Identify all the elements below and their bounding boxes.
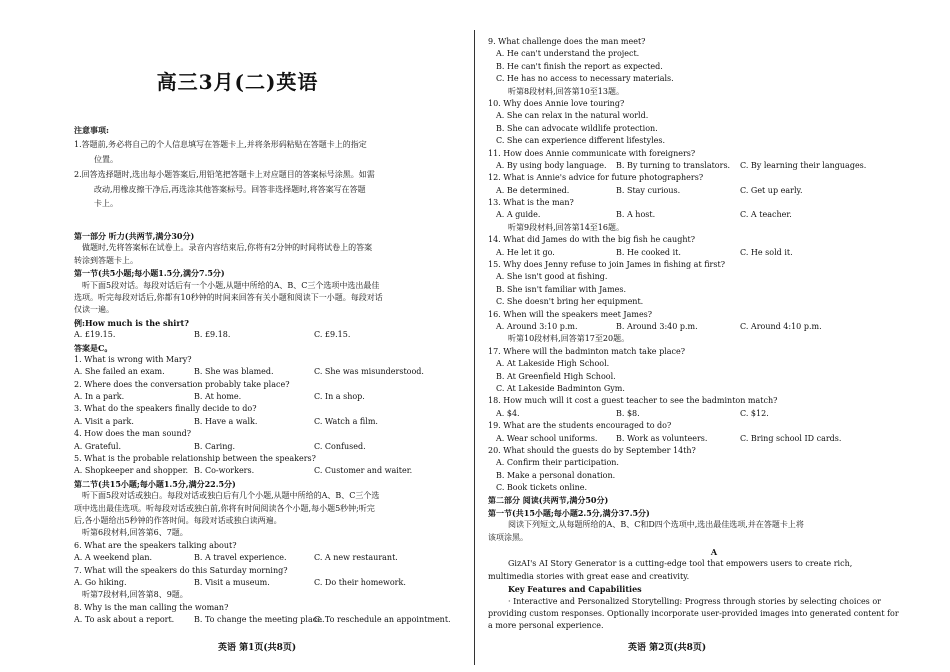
option-a: A. He can't understand the project. <box>496 49 640 59</box>
option-a: A. Confirm their participation. <box>496 458 619 468</box>
section1-directions-3: 仅读一遍。 <box>74 305 114 315</box>
question-19: 19. What are the students encouraged to do? <box>488 421 672 431</box>
material-7-instruction: 听第7段材料,回答第8、9题。 <box>82 590 188 600</box>
question-1-options <box>74 366 464 378</box>
part2-directions-1: 阅读下列短文,从每题所给的A、B、C和D四个选项中,选出最佳选项,并在答题卡上将 <box>508 520 804 530</box>
section1-heading: 第一节(共5小题;每小题1.5分,满分7.5分) <box>74 268 225 279</box>
option-b: B. Work as volunteers. <box>616 433 708 443</box>
question-8: 8. Why is the man calling the woman? <box>74 602 229 612</box>
option-a: A. She isn't good at fishing. <box>496 272 608 282</box>
option-c: C. He has no access to necessary materials. <box>496 74 674 84</box>
column-divider <box>474 30 475 665</box>
question-4-options <box>74 441 464 453</box>
option-b: B. Stay curious. <box>616 185 681 195</box>
question-4: 4. How does the man sound? <box>74 429 192 439</box>
notice-block <box>74 124 454 210</box>
question-14-options <box>488 247 940 259</box>
option-b: B. She isn't familiar with James. <box>496 284 627 294</box>
part2-section1-heading: 第一节(共15小题;每小题2.5分,满分37.5分) <box>488 507 650 518</box>
option-a: A. She failed an exam. <box>74 367 165 377</box>
option-c: C. She was misunderstood. <box>314 367 424 377</box>
listening-section <box>74 230 464 627</box>
question-6: 6. What are the speakers talking about? <box>74 540 237 550</box>
question-20: 20. What should the guests do by September 14th? <box>488 445 696 455</box>
option-b: B. He cooked it. <box>616 247 681 257</box>
option-a: A. To ask about a report. <box>74 615 175 625</box>
option-c: C. A teacher. <box>740 210 792 220</box>
question-18: 18. How much will it cost a guest teacher to see the badminton match? <box>488 396 778 406</box>
question-11: 11. How does Annie communicate with foreigners? <box>488 148 696 158</box>
option-b: B. A travel experience. <box>194 553 287 563</box>
option-c: C. Do their homework. <box>314 577 406 587</box>
section2-heading: 第二节(共15小题;每小题1.5分,满分22.5分) <box>74 478 236 489</box>
question-18-options <box>488 408 940 420</box>
passage-label: A <box>710 547 718 558</box>
example-answer: 答案是C。 <box>74 342 113 353</box>
option-c: C. He sold it. <box>740 247 793 257</box>
section2-directions-3: 后,各小题给出5秒钟的作答时间。每段对话或独白读两遍。 <box>74 515 282 525</box>
option-b: B. $8. <box>616 408 640 418</box>
option-b: B. By turning to translators. <box>616 160 731 170</box>
notice-1a: 1.答题前,务必将自己的个人信息填写在答题卡上,并将条形码粘贴在答题卡上的指定 <box>74 140 367 150</box>
option-b: B. He can't finish the report as expected. <box>496 61 663 71</box>
option-a: A. Shopkeeper and shopper. <box>74 466 189 476</box>
option-a: A. She can relax in the natural world. <box>496 111 649 121</box>
option-a: A. A weekend plan. <box>74 553 153 563</box>
option-a: A. He let it go. <box>496 247 555 257</box>
option-b: B. At home. <box>194 392 242 402</box>
option-c: C. To reschedule an appointment. <box>314 615 451 625</box>
question-6-options <box>74 552 464 564</box>
question-12: 12. What is Annie's advice for future photographers? <box>488 173 704 183</box>
question-2: 2. Where does the conversation probably take place? <box>74 379 290 389</box>
option-b: B. She was blamed. <box>194 367 274 377</box>
option-a: A. Wear school uniforms. <box>496 433 598 443</box>
question-3-options <box>74 416 464 428</box>
question-16: 16. When will the speakers meet James? <box>488 309 653 319</box>
question-7-options <box>74 577 464 589</box>
question-10: 10. Why does Annie love touring? <box>488 98 625 108</box>
option-b: B. Around 3:40 p.m. <box>616 321 698 331</box>
part1-directions-2: 转涂到答题卡上。 <box>74 255 138 265</box>
page-2 <box>478 0 950 672</box>
part2-directions-2: 该项涂黑。 <box>488 532 528 542</box>
option-c: C. In a shop. <box>314 392 365 402</box>
option-b: B. Visit a museum. <box>194 577 270 587</box>
option-c: C. She doesn't bring her equipment. <box>496 297 644 307</box>
question-14: 14. What did James do with the big fish he caught? <box>488 235 695 245</box>
notice-2c: 卡上。 <box>94 198 118 208</box>
section2-directions-1: 听下面5段对话或独白。每段对话或独白后有几个小题,从题中所给的A、B、C三个选 <box>82 491 380 501</box>
notice-2b: 改动,用橡皮擦干净后,再选涂其他答案标号。回答非选择题时,将答案写在答题 <box>94 184 366 194</box>
question-13: 13. What is the man? <box>488 198 574 208</box>
material-6-instruction: 听第6段材料,回答第6、7题。 <box>82 528 188 538</box>
question-2-options <box>74 391 464 403</box>
question-15: 15. Why does Jenny refuse to join James in fishing at first? <box>488 260 725 270</box>
option-a: A. By using body language. <box>496 160 607 170</box>
notice-2a: 2.回答选择题时,选出每小题答案后,用铅笔把答题卡上对应题目的答案标号涂黑。如需 <box>74 170 375 180</box>
option-b: B. At Greenfield High School. <box>496 371 616 381</box>
option-c: C. £9.15. <box>314 330 351 340</box>
option-b: B. Co-workers. <box>194 466 255 476</box>
option-b: B. £9.18. <box>194 330 231 340</box>
option-c: C. A new restaurant. <box>314 553 398 563</box>
example-question: 例:How much is the shirt? <box>74 317 189 328</box>
option-a: A. At Lakeside High School. <box>496 359 610 369</box>
page-1-footer: 英语 第1页(共8页) <box>218 643 297 653</box>
option-a: A. £19.15. <box>74 330 116 340</box>
part2-heading: 第二部分 阅读(共两节,满分50分) <box>488 495 609 506</box>
option-a: A. Around 3:10 p.m. <box>496 321 578 331</box>
question-5-options <box>74 465 464 477</box>
option-c: C. At Lakeside Badminton Gym. <box>496 383 625 393</box>
question-7: 7. What will the speakers do this Saturday morning? <box>74 565 288 575</box>
option-c: C. Watch a film. <box>314 416 378 426</box>
example-options <box>74 329 464 341</box>
feature-1b: providing custom responses. Optionally incorporate user-provided images into generated content for <box>488 608 899 618</box>
question-11-options <box>488 160 940 172</box>
option-b: B. Caring. <box>194 441 236 451</box>
option-c: C. Bring school ID cards. <box>740 433 842 443</box>
question-13-options <box>488 209 940 221</box>
option-c: C. Get up early. <box>740 185 803 195</box>
option-b: B. Make a personal donation. <box>496 470 616 480</box>
notice-title: 注意事项: <box>74 125 109 135</box>
option-c: C. Book tickets online. <box>496 483 588 493</box>
passage-paragraph-1a: GizAI's AI Story Generator is a cutting-edge tool that empowers users to create rich, <box>508 559 853 569</box>
option-c: C. She can experience different lifestyles. <box>496 136 666 146</box>
option-a: A. Go hiking. <box>74 577 127 587</box>
question-12-options <box>488 185 940 197</box>
question-17: 17. Where will the badminton match take place? <box>488 346 686 356</box>
page-2-footer: 英语 第2页(共8页) <box>628 643 707 653</box>
part1-directions-1: 做题时,先将答案标在试卷上。录音内容结束后,你将有2分钟的时间将试卷上的答案 <box>82 243 373 253</box>
question-9: 9. What challenge does the man meet? <box>488 37 646 46</box>
question-1: 1. What is wrong with Mary? <box>74 354 192 364</box>
listening-continued <box>488 36 940 633</box>
option-a: A. Visit a park. <box>74 416 134 426</box>
section1-directions-2: 选项。听完每段对话后,你都有10秒钟的时间来回答有关小题和阅读下一小题。每段对话 <box>74 292 383 302</box>
option-a: A. Grateful. <box>74 441 122 451</box>
part1-heading: 第一部分 听力(共两节,满分30分) <box>74 231 195 241</box>
option-a: A. A guide. <box>496 210 541 220</box>
feature-1c: a more personal experience. <box>488 621 604 631</box>
notice-1b: 位置。 <box>94 154 118 164</box>
option-c: C. Around 4:10 p.m. <box>740 321 822 331</box>
question-8-options <box>74 614 464 626</box>
exam-title: 高三3月(二)英语 <box>156 70 319 94</box>
option-a: A. Be determined. <box>496 185 570 195</box>
section1-directions-1: 听下面5段对话。每段对话后有一个小题,从题中所给的A、B、C三个选项中选出最佳 <box>82 280 380 290</box>
question-5: 5. What is the probable relationship between the speakers? <box>74 454 316 464</box>
option-c: C. Customer and waiter. <box>314 466 413 476</box>
option-b: B. A host. <box>616 210 656 220</box>
question-3: 3. What do the speakers finally decide to do? <box>74 404 257 414</box>
material-8-instruction: 听第8段材料,回答第10至13题。 <box>508 86 624 96</box>
passage-paragraph-1b: multimedia stories with great ease and creativity. <box>488 571 690 581</box>
section2-directions-2: 项中选出最佳选项。听每段对话或独白前,你将有时间阅读各个小题,每小题5秒钟;听完 <box>74 503 375 513</box>
option-a: A. In a park. <box>74 392 125 402</box>
material-10-instruction: 听第10段材料,回答第17至20题。 <box>508 334 630 344</box>
option-c: C. Confused. <box>314 441 366 451</box>
option-b: B. Have a walk. <box>194 416 258 426</box>
option-c: C. $12. <box>740 408 769 418</box>
option-c: C. By learning their languages. <box>740 160 867 170</box>
question-19-options <box>488 433 940 445</box>
feature-1a: · Interactive and Personalized Storytelling: Progress through stories by selecting choices or <box>508 596 881 606</box>
features-heading: Key Features and Capabilities <box>508 584 642 595</box>
material-9-instruction: 听第9段材料,回答第14至16题。 <box>508 222 624 232</box>
option-b: B. She can advocate wildlife protection. <box>496 123 658 133</box>
question-16-options <box>488 321 940 333</box>
option-a: A. $4. <box>496 408 520 418</box>
option-b: B. To change the meeting place. <box>194 615 325 625</box>
